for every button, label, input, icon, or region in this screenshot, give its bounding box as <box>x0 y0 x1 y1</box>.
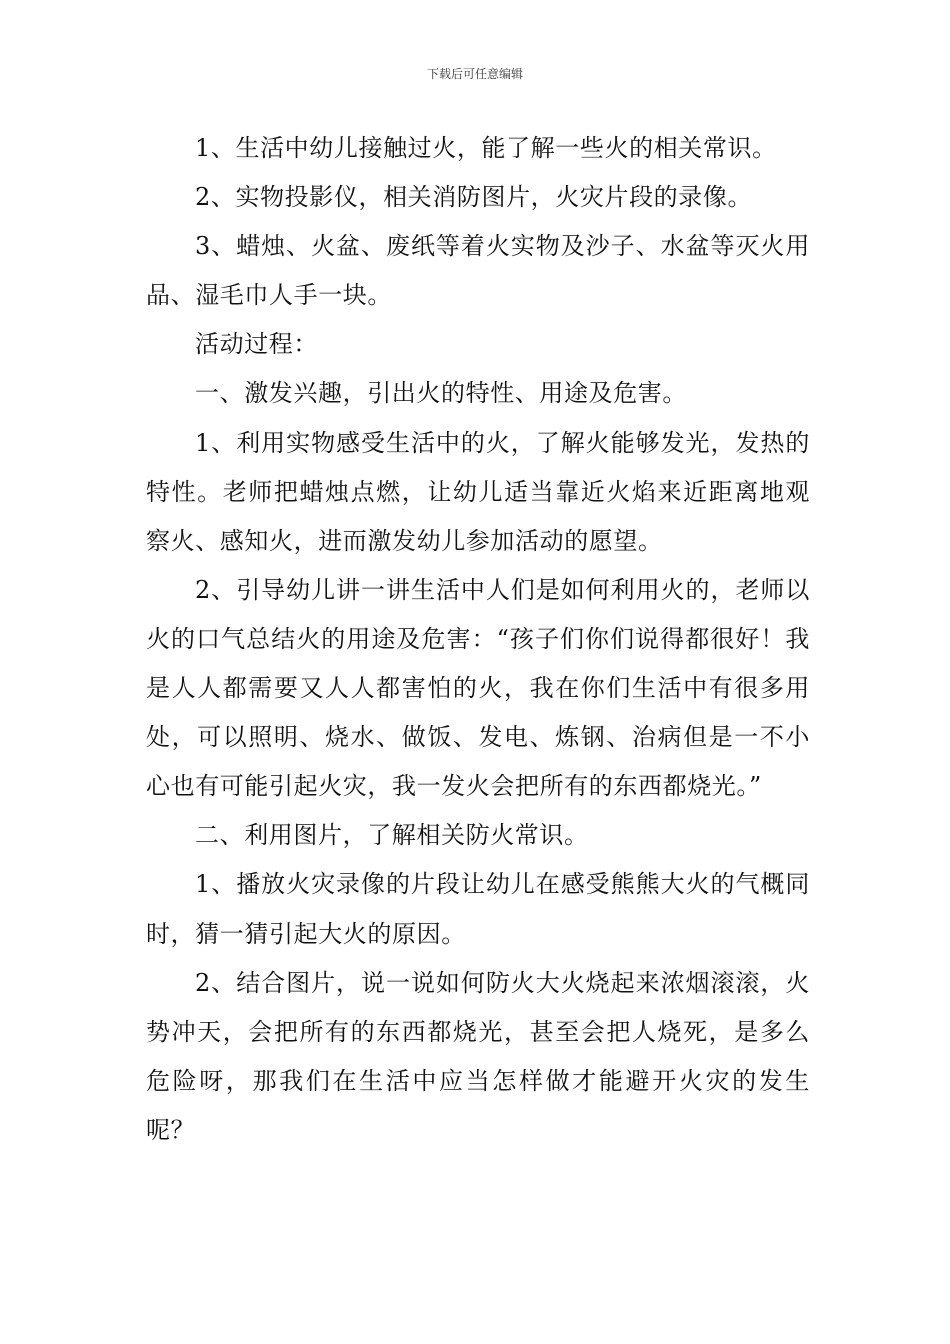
section-heading-part-2: 二、利用图片，了解相关防火常识。 <box>195 821 589 850</box>
paragraph-material-3: 3、蜡烛、火盆、废纸等着火实物及沙子、水盆等灭火用品、湿毛巾人手一块。 <box>146 232 810 310</box>
section-heading-activity-process: 活动过程： <box>195 330 318 359</box>
paragraph-part-1-step-1: 1、利用实物感受生活中的火，了解火能够发光，发热的特性。老师把蜡烛点燃，让幼儿适当靠近火焰来近距离地观察火、感知火，进而激发幼儿参加活动的愿望。 <box>146 428 810 555</box>
paragraph-part-2-step-2: 2、结合图片，说一说如何防火大火烧起来浓烟滚滚，火势冲天，会把所有的东西都烧光，甚至会把人烧死，是多么危险呀，那我们在生活中应当怎样做才能避开火灾的发生呢？ <box>146 968 810 1144</box>
paragraph-part-1-step-2: 2、引导幼儿讲一讲生活中人们是如何利用火的，老师以火的口气总结火的用途及危害：“孩子们你们说得都很好！我是人人都需要又人人都害怕的火，我在你们生活中有很多用处，可以照明、烧水、做饭、发电、炼钢、治病但是一不小心也有可能引起火灾，我一发火会把所有的东西都烧光。” <box>146 575 810 801</box>
paragraph-material-2: 2、实物投影仪，相关消防图片，火灾片段的录像。 <box>195 183 753 212</box>
paragraph-part-2-step-1: 1、播放火灾录像的片段让幼儿在感受熊熊大火的气概同时，猜一猜引起大火的原因。 <box>146 870 810 948</box>
paragraph-material-1: 1、生活中幼儿接触过火，能了解一些火的相关常识。 <box>195 134 777 162</box>
section-heading-part-1: 一、激发兴趣，引出火的特性、用途及危害。 <box>195 379 687 408</box>
document-body <box>146 124 810 1155</box>
page-header-note: 下载后可任意编辑 <box>426 67 523 81</box>
